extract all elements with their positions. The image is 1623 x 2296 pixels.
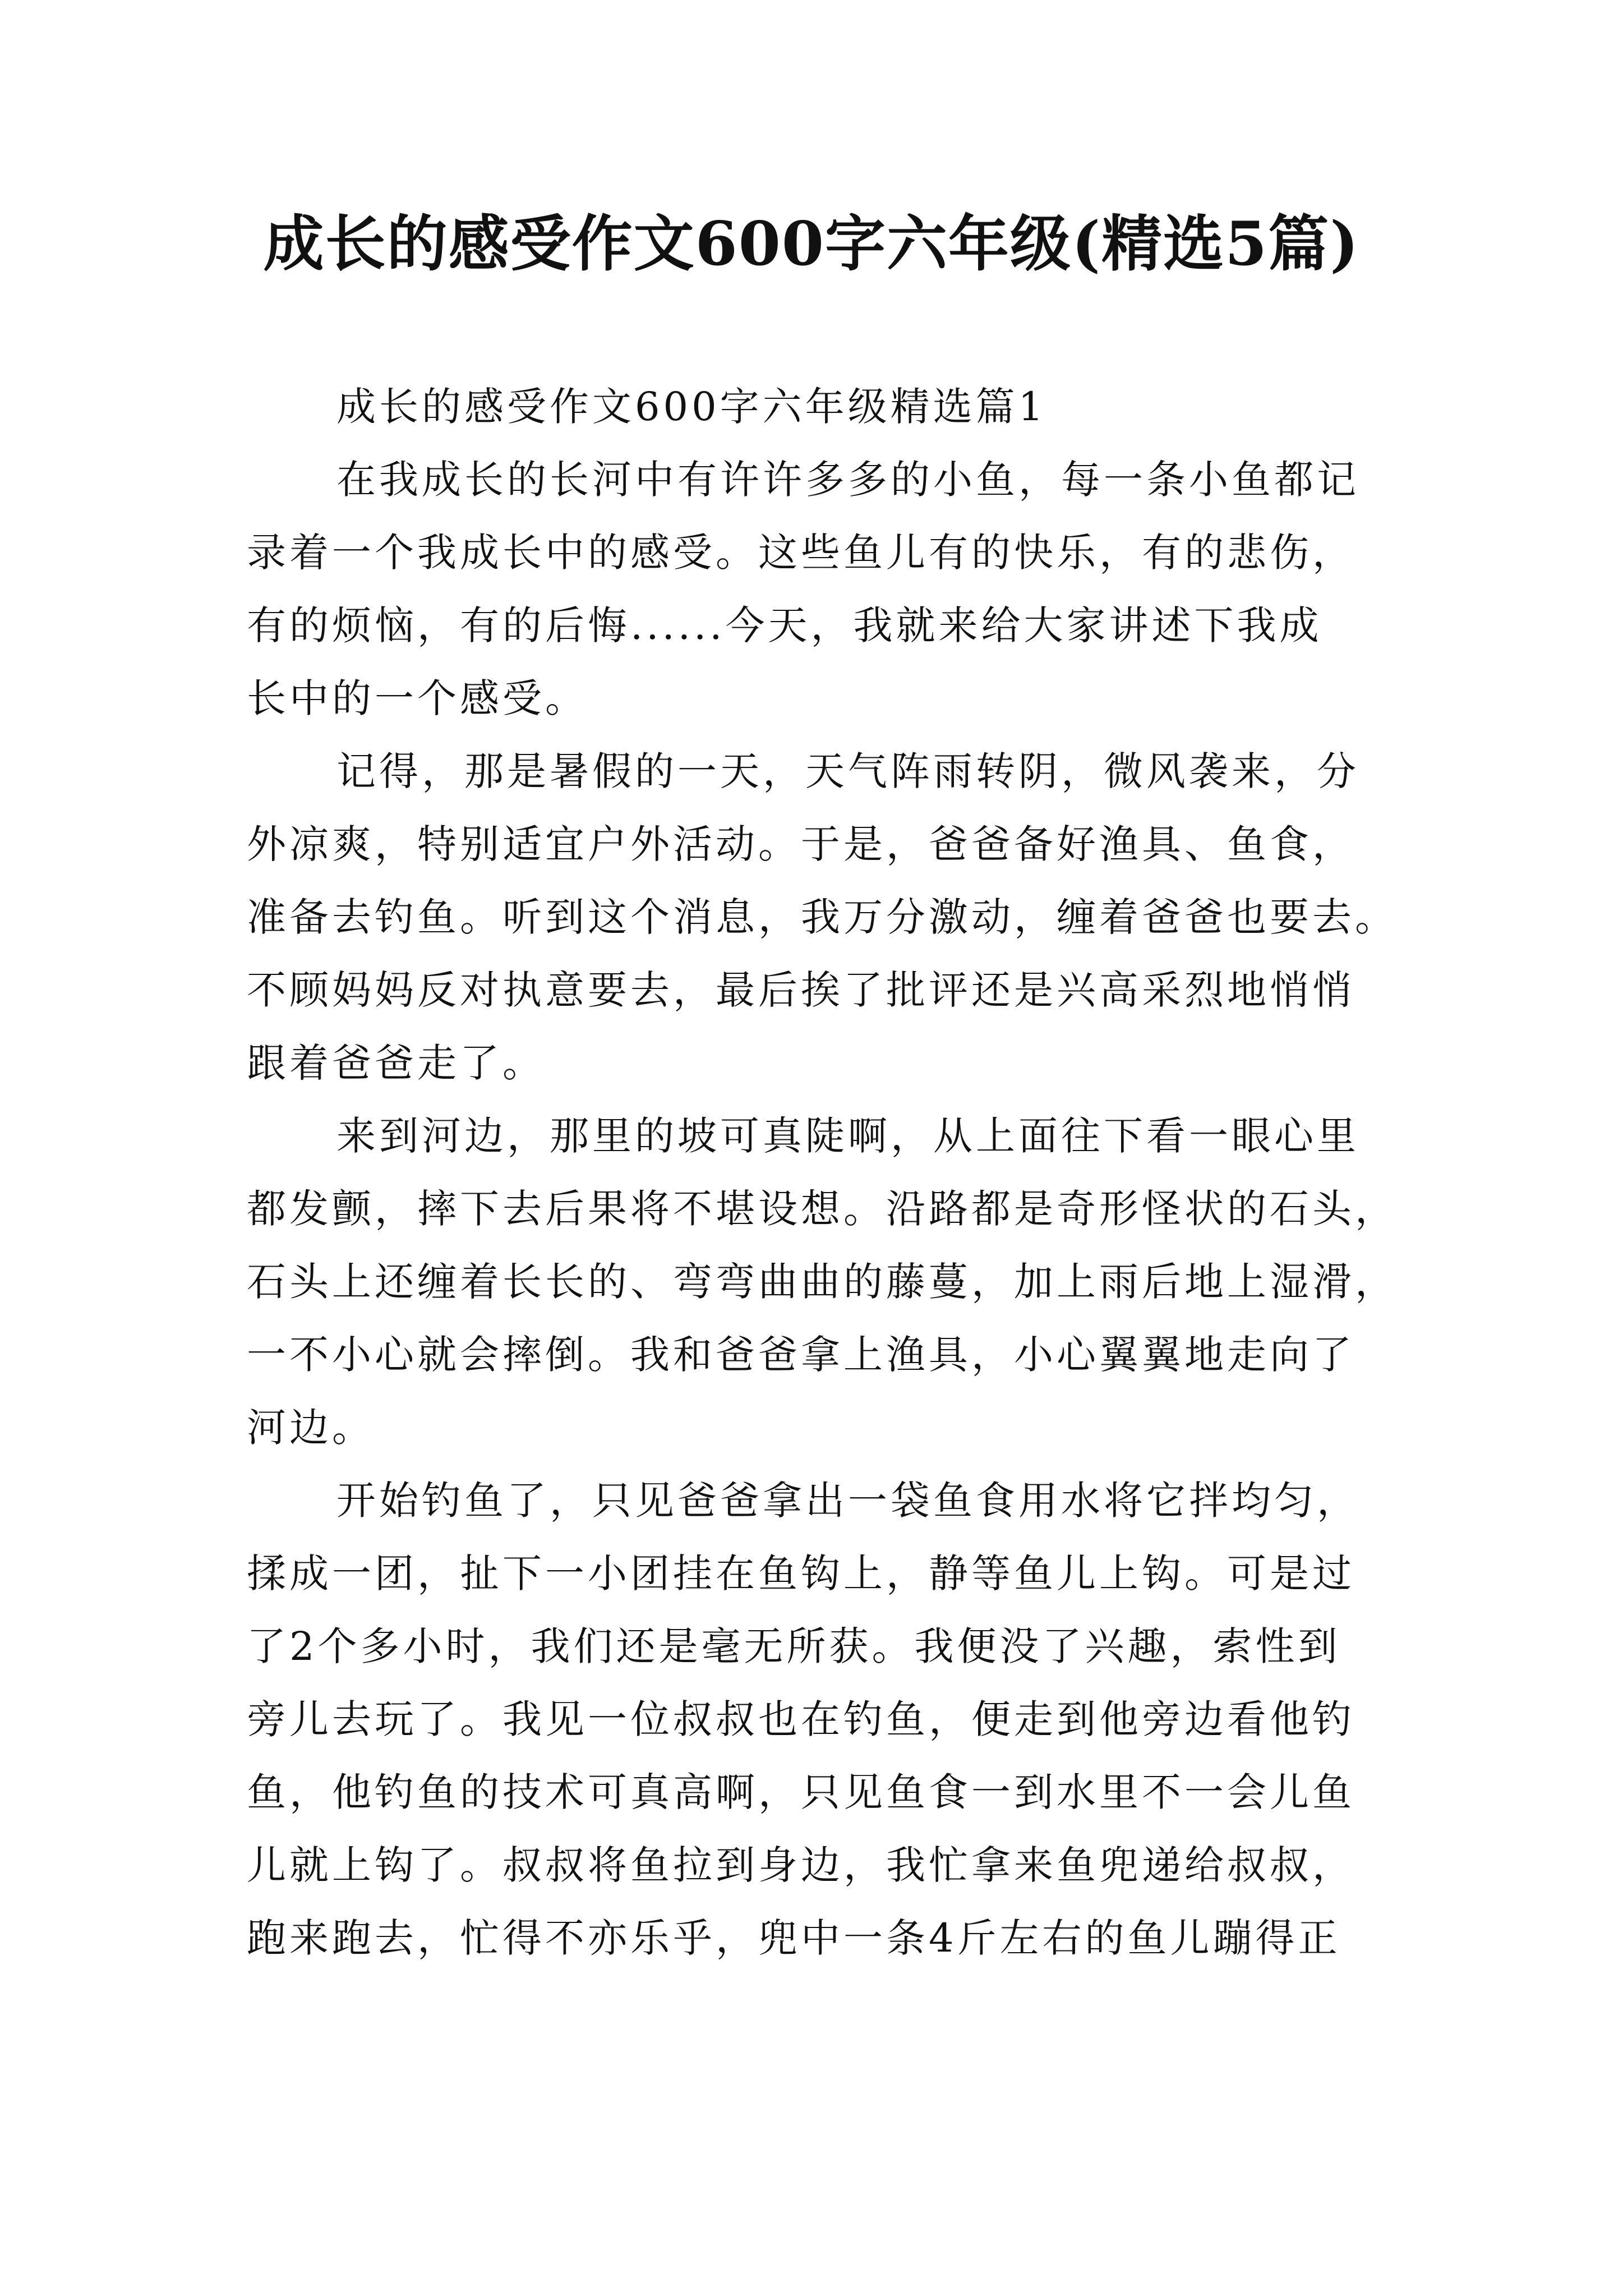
paragraph-line: 准备去钓鱼。听到这个消息，我万分激动，缠着爸爸也要去。 [247, 894, 1398, 940]
paragraph-3 [247, 1099, 1398, 1464]
paragraph-line: 长中的一个感受。 [247, 675, 588, 721]
document-title: 成长的感受作文600字六年级(精选5篇) [263, 209, 1360, 279]
paragraph-1 [247, 443, 1376, 735]
paragraph-line: 旁儿去玩了。我见一位叔叔也在钓鱼，便走到他旁边看他钓 [247, 1696, 1355, 1742]
paragraph-line: 鱼，他钓鱼的技术可真高啊，只见鱼食一到水里不一会儿鱼 [247, 1769, 1355, 1815]
paragraph-line: 记得，那是暑假的一天，天气阵雨转阴，微风袭来，分 [336, 748, 1359, 794]
paragraph-line: 揉成一团，扯下一小团挂在鱼钩上，静等鱼儿上钩。可是过 [247, 1550, 1355, 1596]
paragraph-line: 了2个多小时，我们还是毫无所获。我便没了兴趣，索性到 [247, 1623, 1341, 1669]
paragraph-line: 河边。 [247, 1405, 375, 1451]
paragraph-line: 不顾妈妈反对执意要去，最后挨了批评还是兴高采烈地悄悄 [247, 967, 1355, 1013]
paragraph-line: 都发颤，摔下去后果将不堪设想。沿路都是奇形怪状的石头， [247, 1186, 1398, 1232]
paragraph-2 [247, 735, 1398, 1099]
paragraph-line: 来到河边，那里的坡可真陡啊，从上面往下看一眼心里 [336, 1113, 1359, 1159]
paragraph-line: 在我成长的长河中有许许多多的小鱼，每一条小鱼都记 [336, 457, 1359, 503]
document-body [247, 370, 1398, 1975]
paragraph-line: 外凉爽，特别适宜户外活动。于是，爸爸备好渔具、鱼食， [247, 821, 1355, 867]
paragraph-line: 开始钓鱼了，只见爸爸拿出一袋鱼食用水将它拌均匀， [336, 1478, 1359, 1524]
paragraph-line: 儿就上钩了。叔叔将鱼拉到身边，我忙拿来鱼兜递给叔叔， [247, 1842, 1355, 1888]
paragraph-line: 有的烦恼，有的后悔......今天，我就来给大家讲述下我成 [247, 602, 1322, 648]
paragraph-line: 跑来跑去，忙得不亦乐乎，兜中一条4斤左右的鱼儿蹦得正 [247, 1915, 1341, 1961]
paragraph-line: 石头上还缠着长长的、弯弯曲曲的藤蔓，加上雨后地上湿滑， [247, 1259, 1398, 1305]
section-heading: 成长的感受作文600字六年级精选篇1 [336, 384, 1047, 430]
paragraph-line: 一不小心就会摔倒。我和爸爸拿上渔具，小心翼翼地走向了 [247, 1332, 1355, 1378]
paragraph-line: 录着一个我成长中的感受。这些鱼儿有的快乐，有的悲伤， [247, 530, 1355, 576]
paragraph-4 [247, 1464, 1376, 1975]
paragraph-line: 跟着爸爸走了。 [247, 1040, 545, 1086]
